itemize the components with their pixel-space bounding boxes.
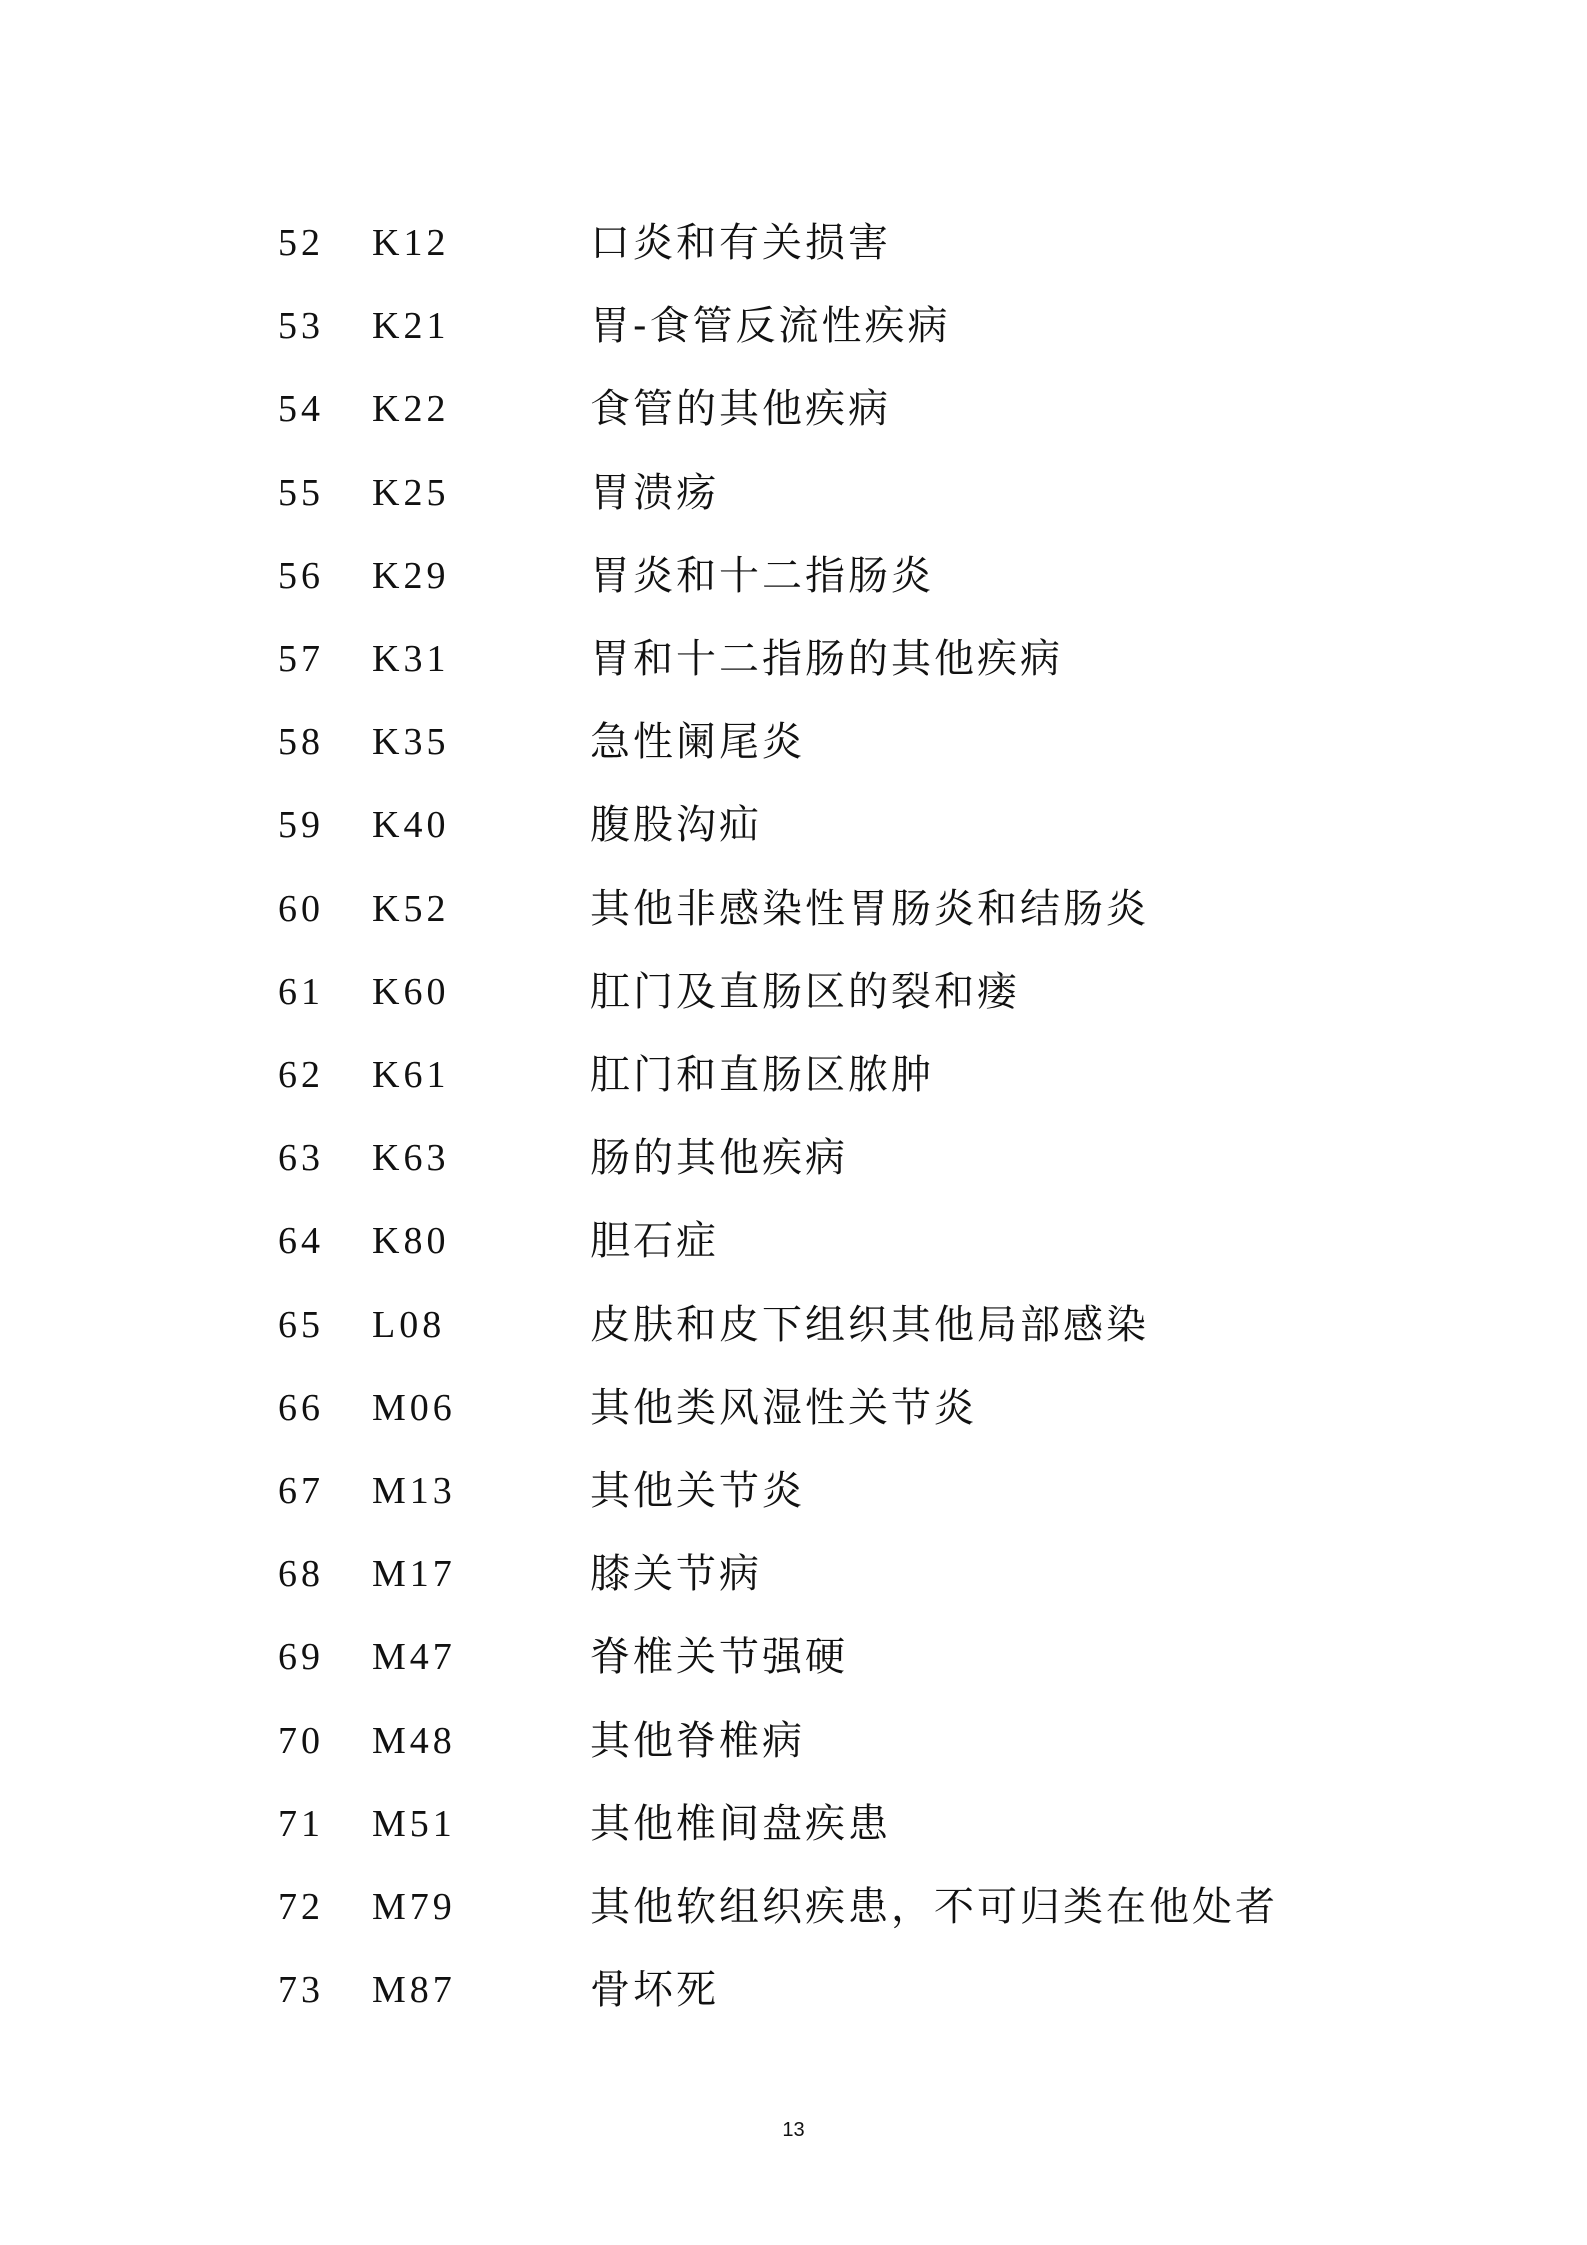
list-item [0,1378,1587,1438]
item-number: 58 [278,721,324,764]
icd-code: M48 [372,1719,456,1762]
list-item [0,296,1587,356]
icd-code: M87 [372,1969,456,2012]
disease-name: 其他软组织疾患，不可归类在他处者 [590,1884,1278,1930]
page-number: 13 [782,2119,805,2141]
list-item [0,213,1587,273]
disease-name: 胃炎和十二指肠炎 [590,552,934,599]
icd-code: K25 [372,471,450,514]
item-number: 62 [278,1054,324,1096]
disease-name: 急性阑尾炎 [590,719,805,766]
icd-code: K60 [372,970,450,1013]
item-number: 63 [278,1137,324,1180]
list-item [0,1295,1587,1355]
item-number: 69 [278,1636,324,1679]
disease-name: 其他脊椎病 [590,1717,805,1764]
list-item [0,1794,1587,1854]
disease-name: 肠的其他疾病 [590,1135,848,1182]
item-number: 55 [278,471,324,514]
item-number: 67 [278,1470,324,1512]
disease-name: 胃和十二指肠的其他疾病 [590,636,1063,682]
disease-name: 其他椎间盘疾患 [590,1800,891,1847]
disease-name: 肛门和直肠区脓肿 [590,1052,934,1098]
icd-code: K80 [372,1220,450,1263]
disease-name: 其他关节炎 [590,1468,805,1514]
item-number: 56 [278,554,324,597]
list-item [0,1877,1587,1937]
item-number: 53 [278,305,324,348]
list-item [0,1211,1587,1271]
item-number: 72 [278,1886,324,1928]
icd-code: M51 [372,1802,456,1845]
list-item [0,463,1587,523]
list-item [0,879,1587,939]
icd-code: L08 [372,1303,446,1346]
icd-code: M17 [372,1553,456,1596]
item-number: 71 [278,1802,324,1845]
icd-code: K52 [372,887,450,930]
disease-name: 胃溃疡 [590,469,719,516]
list-item [0,1128,1587,1188]
disease-name: 皮肤和皮下组织其他局部感染 [590,1301,1149,1348]
item-number: 73 [278,1969,324,2012]
item-number: 68 [278,1553,324,1596]
item-number: 70 [278,1719,324,1762]
item-number: 59 [278,804,324,847]
icd-code: K12 [372,222,450,264]
list-item [0,546,1587,606]
icd-code: M06 [372,1386,456,1429]
icd-code: K22 [372,388,450,431]
item-number: 57 [278,638,324,680]
item-number: 65 [278,1303,324,1346]
disease-name: 胆石症 [590,1218,719,1265]
disease-name: 食管的其他疾病 [590,386,891,433]
list-item [0,1544,1587,1604]
disease-name: 骨坏死 [590,1967,719,2014]
item-number: 64 [278,1220,324,1263]
list-item [0,1627,1587,1687]
icd-code: K31 [372,638,450,680]
icd-code: M47 [372,1636,456,1679]
icd-code: K21 [372,305,450,348]
icd-code: K63 [372,1137,450,1180]
icd-code: K40 [372,804,450,847]
icd-code: K61 [372,1054,450,1096]
disease-name: 胃-食管反流性疾病 [590,303,951,350]
disease-name: 肛门及直肠区的裂和瘘 [590,968,1020,1015]
icd-code: M79 [372,1886,456,1928]
list-item [0,1711,1587,1771]
icd-code: M13 [372,1470,456,1512]
icd-code: K35 [372,721,450,764]
disease-name: 其他非感染性胃肠炎和结肠炎 [590,885,1149,932]
disease-name: 口炎和有关损害 [590,220,891,266]
list-item [0,1960,1587,2020]
list-item [0,379,1587,439]
list-item [0,795,1587,855]
item-number: 54 [278,388,324,431]
list-item [0,962,1587,1022]
item-number: 61 [278,970,324,1013]
item-number: 60 [278,887,324,930]
item-number: 52 [278,222,324,264]
list-item [0,1045,1587,1105]
disease-name: 膝关节病 [590,1551,762,1598]
icd-code: K29 [372,554,450,597]
list-item [0,1461,1587,1521]
list-item [0,629,1587,689]
disease-name: 腹股沟疝 [590,802,762,849]
list-item [0,712,1587,772]
disease-name: 其他类风湿性关节炎 [590,1384,977,1431]
disease-name: 脊椎关节强硬 [590,1634,848,1681]
item-number: 66 [278,1386,324,1429]
